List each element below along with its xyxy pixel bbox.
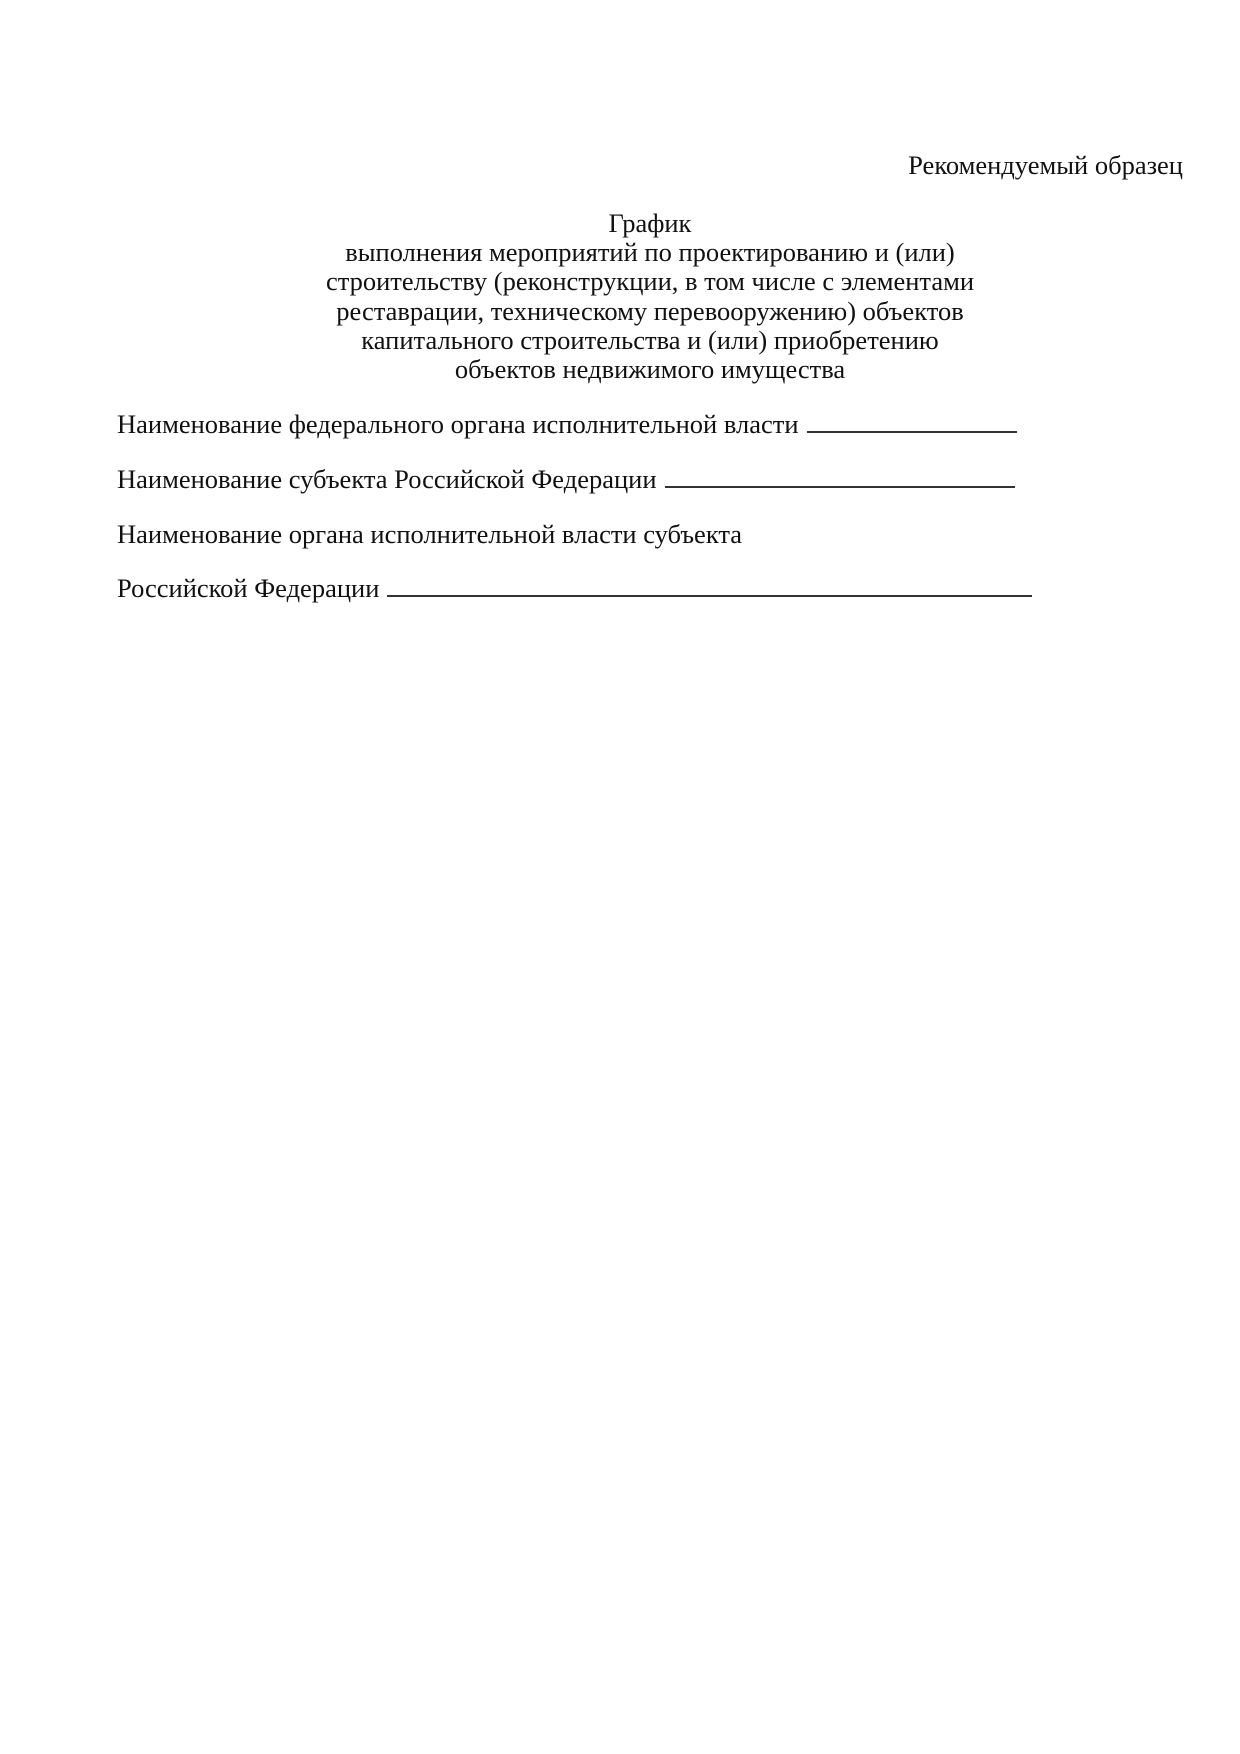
document-title [117,209,1183,384]
title-line: реставрации, техническому перевооружению) объектов [336,295,964,326]
subject-authority-label: Наименование органа исполнительной власти субъекта [117,519,743,549]
federation-subject-field [117,462,1015,496]
federation-subject-label: Наименование субъекта Российской Федерации [117,464,657,494]
title-heading: График [608,208,692,238]
subject-authority-field-continued [117,571,1032,605]
recommended-sample-label: Рекомендуемый образец [908,150,1183,180]
title-line: строительству (реконструкции, в том числе с элементами [325,266,975,297]
federation-subject-blank-line[interactable] [665,466,1015,488]
subject-authority-label-continued: Российской Федерации [117,573,380,603]
federal-authority-label: Наименование федерального органа исполнительной власти [117,409,799,439]
subject-authority-field [117,517,742,551]
federal-authority-field [117,407,1017,441]
title-line: выполнения мероприятий по проектированию и (или) [345,237,955,268]
subject-authority-blank-line[interactable] [387,575,1032,597]
title-line: капитального строительства и (или) приобретению [361,324,939,355]
federal-authority-blank-line[interactable] [807,411,1017,433]
title-line: объектов недвижимого имущества [454,354,846,385]
